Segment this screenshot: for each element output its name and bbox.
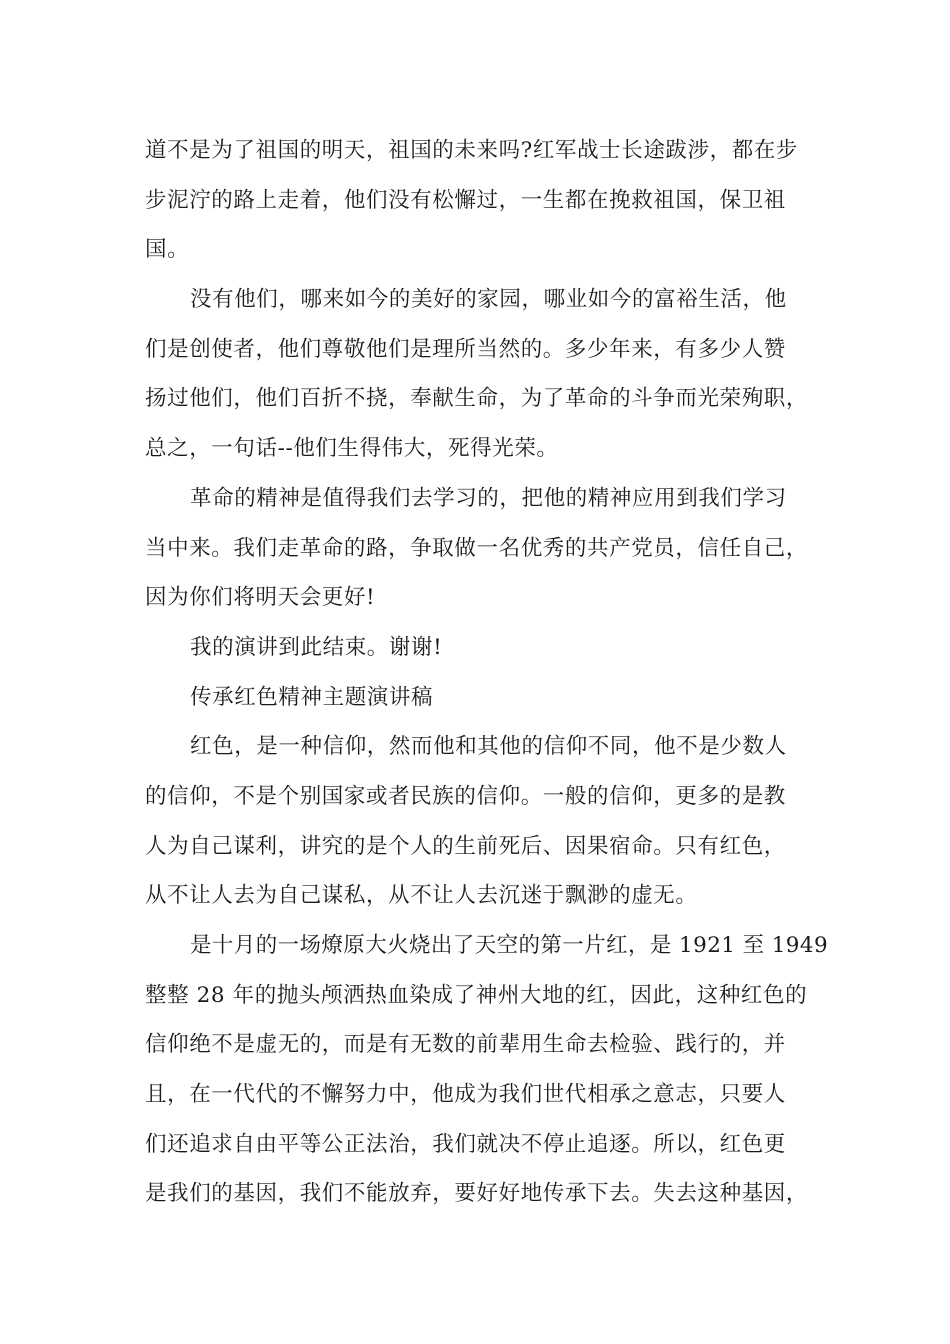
text-line: 们是创使者，他们尊敬他们是理所当然的。多少年来，有多少人赞 [145,337,786,362]
text-line: 国。 [145,237,190,262]
text-line: 整整 28 年的抛头颅洒热血染成了神州大地的红，因此，这种红色的 [145,983,808,1008]
section-title: 传承红色精神主题演讲稿 [190,685,434,710]
text-line: 是十月的一场燎原大火烧出了天空的第一片红，是 1921 至 1949 [190,933,829,958]
text-line: 因为你们将明天会更好! [145,585,376,610]
text-line: 我的演讲到此结束。谢谢! [190,635,443,660]
text-line: 步泥泞的路上走着，他们没有松懈过，一生都在挽救祖国，保卫祖 [145,188,786,213]
text-line: 道不是为了祖国的明天，祖国的未来吗?红军战士长途跋涉，都在步 [145,138,799,163]
text-line: 从不让人去为自己谋私，从不让人去沉迷于飘渺的虚无。 [145,883,698,908]
text-line: 没有他们，哪来如今的美好的家园，哪业如今的富裕生活，他 [190,287,787,312]
text-line: 当中来。我们走革命的路，争取做一名优秀的共产党员，信任自己， [145,536,809,561]
text-line: 信仰绝不是虚无的，而是有无数的前辈用生命去检验、践行的，并 [145,1032,786,1057]
text-line: 革命的精神是值得我们去学习的，把他的精神应用到我们学习 [190,486,787,511]
text-line: 人为自己谋利，讲究的是个人的生前死后、因果宿命。只有红色， [145,834,786,859]
text-line: 的信仰，不是个别国家或者民族的信仰。一般的信仰，更多的是教 [145,784,786,809]
text-line: 且，在一代代的不懈努力中，他成为我们世代相承之意志，只要人 [145,1082,786,1107]
text-line: 们还追求自由平等公正法治，我们就决不停止追逐。所以，红色更 [145,1132,786,1157]
text-line: 红色，是一种信仰，然而他和其他的信仰不同，他不是少数人 [190,734,787,759]
text-line: 是我们的基因，我们不能放弃，要好好地传承下去。失去这种基因， [145,1181,809,1206]
text-line: 扬过他们，他们百折不挠，奉献生命，为了革命的斗争而光荣殉职， [145,386,809,411]
text-line: 总之，一句话--他们生得伟大，死得光荣。 [145,436,559,461]
